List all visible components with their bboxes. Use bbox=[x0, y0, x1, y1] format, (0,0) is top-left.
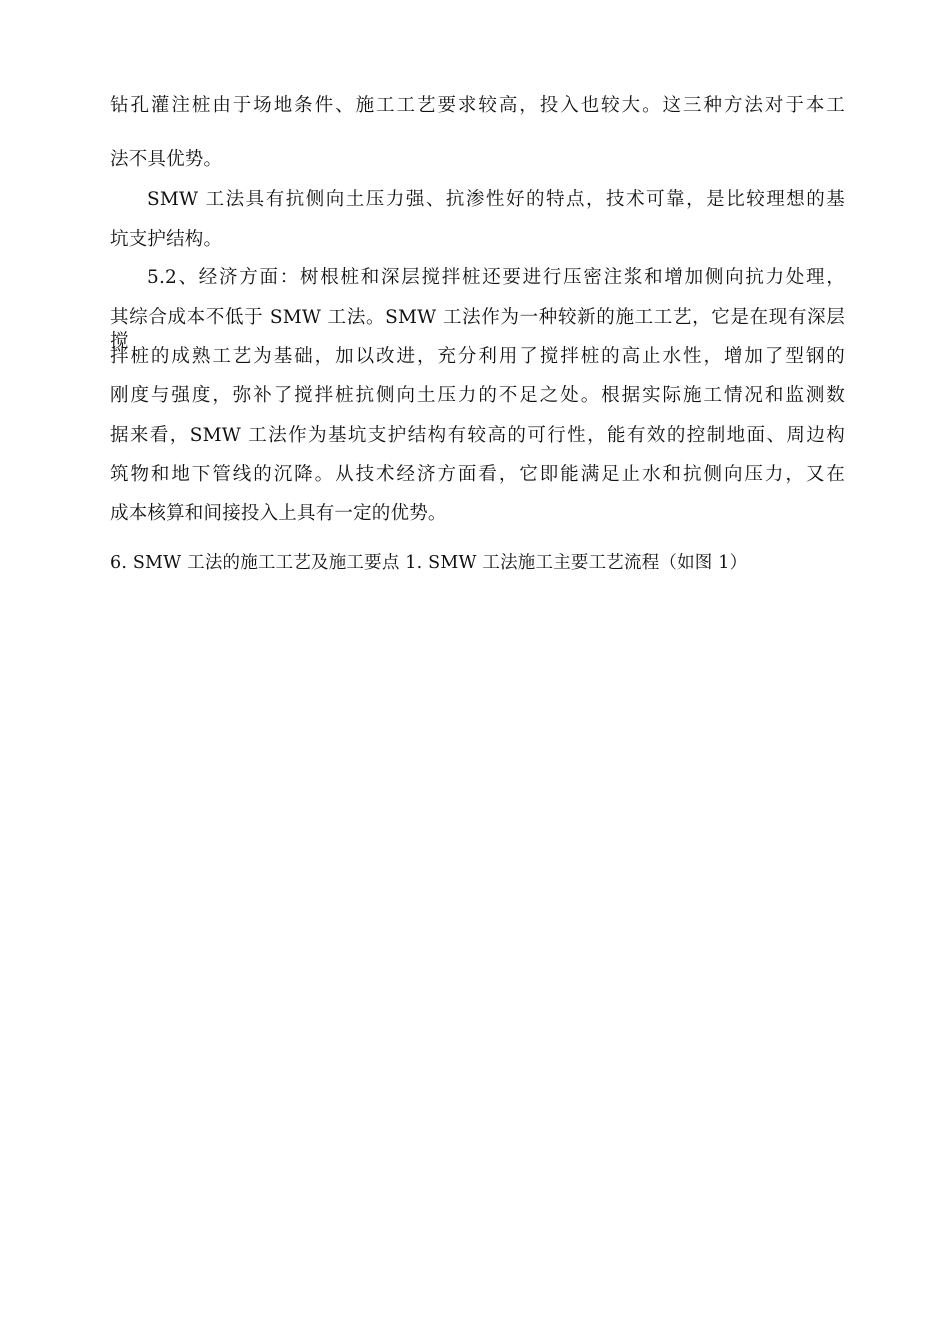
paragraph-3-line-3: 拌桩的成熟工艺为基础，加以改进，充分利用了搅拌桩的高止水性，增加了型钢的 bbox=[110, 346, 845, 367]
paragraph-2-line-2: 坑支护结构。 bbox=[110, 229, 223, 250]
paragraph-3-line-6: 筑物和地下管线的沉降。从技术经济方面看，它即能满足止水和抗侧向压力，又在 bbox=[110, 464, 845, 485]
section-6-heading: 6. SMW 工法的施工工艺及施工要点 1. SMW 工法施工主要工艺流程（如图 1） bbox=[110, 553, 748, 573]
paragraph-3-line-2: 其综合成本不低于 SMW 工法。SMW 工法作为一种较新的施工工艺，它是在现有深层搅 bbox=[110, 307, 845, 352]
paragraph-2-line-1: SMW 工法具有抗侧向土压力强、抗渗性好的特点，技术可靠，是比较理想的基 bbox=[147, 189, 845, 210]
paragraph-3-line-4: 刚度与强度，弥补了搅拌桩抗侧向土压力的不足之处。根据实际施工情况和监测数 bbox=[110, 385, 845, 406]
paragraph-1-line-2: 法不具优势。 bbox=[110, 149, 223, 170]
paragraph-3-line-1: 5.2、经济方面：树根桩和深层搅拌桩还要进行压密注浆和增加侧向抗力处理， bbox=[147, 267, 845, 288]
paragraph-3-line-7: 成本核算和间接投入上具有一定的优势。 bbox=[110, 503, 447, 524]
paragraph-3-line-5: 据来看，SMW 工法作为基坑支护结构有较高的可行性，能有效的控制地面、周边构 bbox=[110, 425, 845, 446]
paragraph-1-line-1: 钻孔灌注桩由于场地条件、施工工艺要求较高，投入也较大。这三种方法对于本工 bbox=[110, 95, 845, 116]
